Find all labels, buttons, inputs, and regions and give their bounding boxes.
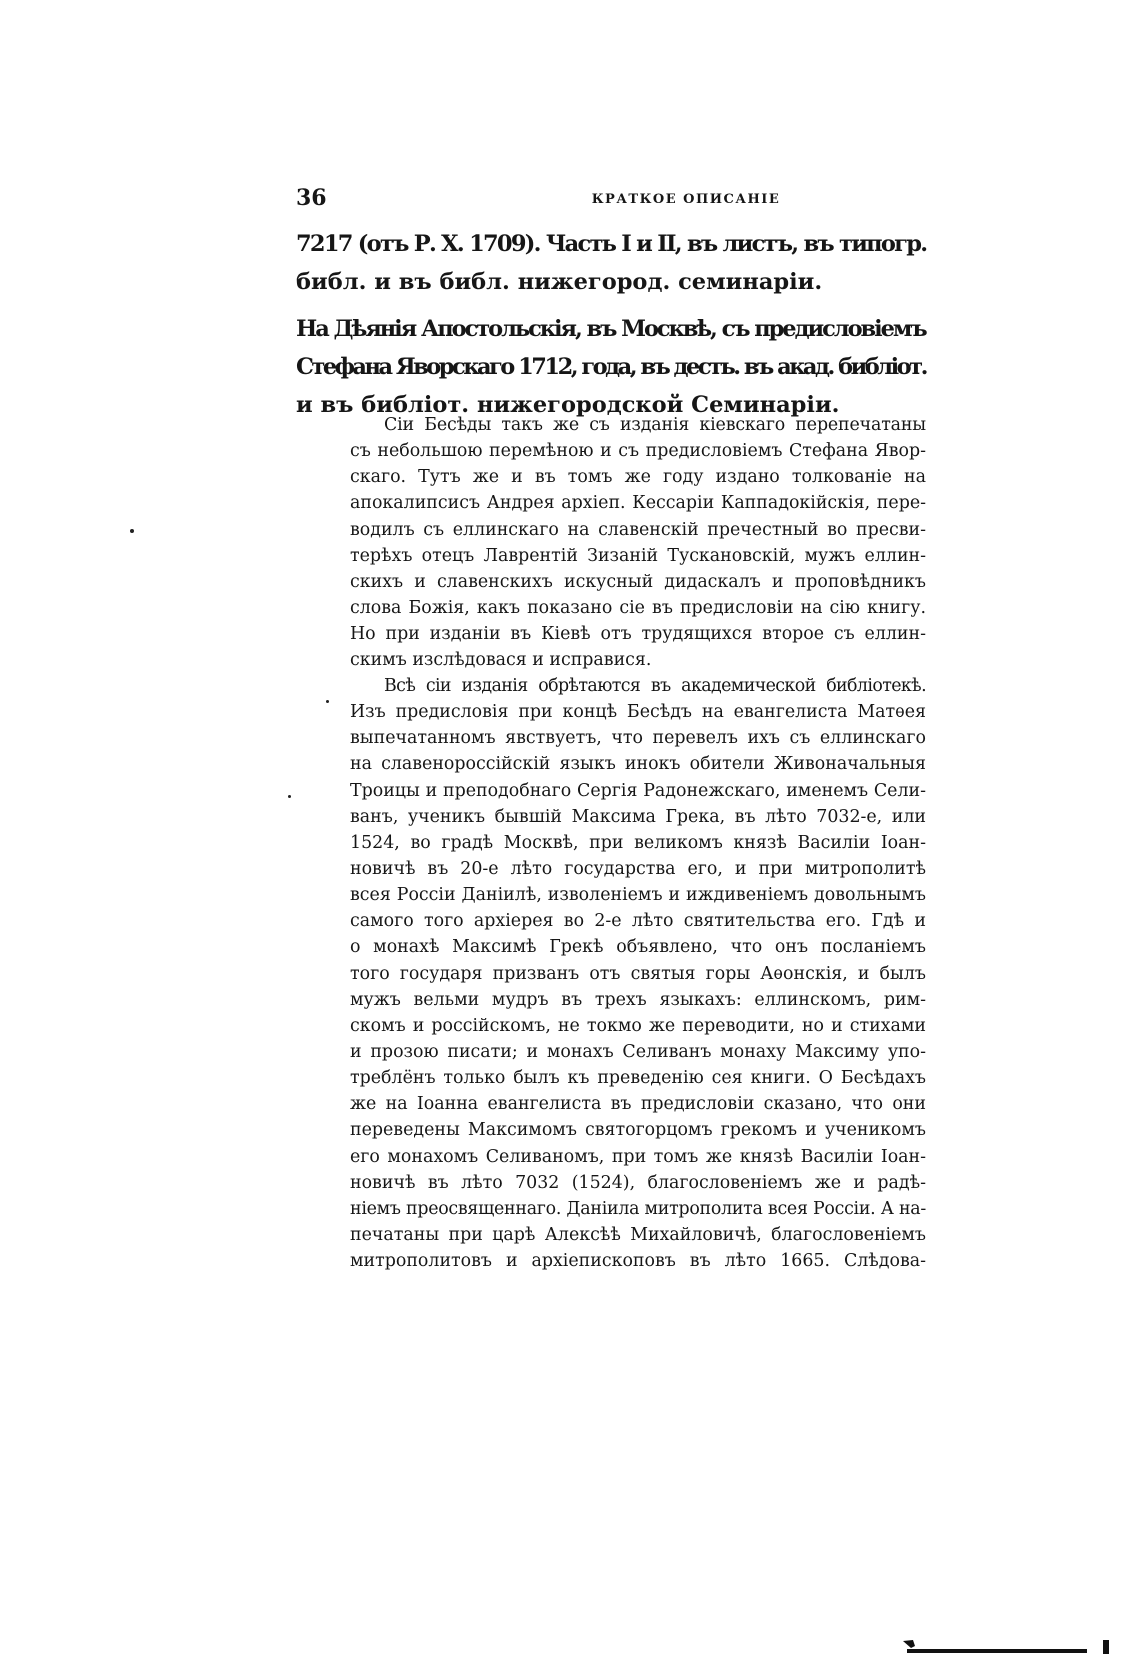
text-line: выпечатанномъ явствуетъ, что перевелъ ихъ съ еллинскаго bbox=[350, 728, 926, 749]
text-line: печатаны при царѣ Алексѣѣ Михайловичѣ, благословеніемъ bbox=[350, 1224, 926, 1245]
text-line: же на Іоанна евангелиста въ предисловіи сказано, что они bbox=[350, 1094, 926, 1115]
text-line: водилъ съ еллинскаго на славенскій пречестный во пресви- bbox=[350, 519, 926, 540]
text-line: всея Россіи Даніилѣ, изволеніемъ и иждивеніемъ довольнымъ bbox=[350, 885, 926, 906]
text-line: новичѣ въ лѣто 7032 (1524), благословеніемъ же и радѣ- bbox=[350, 1172, 926, 1193]
text-line: скимъ изслѣдовася и исправися. bbox=[350, 650, 652, 671]
text-line: На Дѣянія Апостольскія, въ Москвѣ, съ предисловіемъ bbox=[296, 316, 926, 342]
text-line: скаго. Тутъ же и въ томъ же году издано толкованіе на bbox=[350, 467, 926, 488]
page-number: 36 bbox=[296, 185, 327, 211]
note-paragraph-1 bbox=[350, 412, 926, 673]
running-title: КРАТКОЕ ОПИСАНІЕ bbox=[591, 192, 781, 207]
page-header bbox=[296, 183, 926, 213]
text-line: и въ библіот. нижегородской Семинаріи. bbox=[296, 392, 840, 418]
text-line: мужъ вельми мудръ въ трехъ языкахъ: еллинскомъ, рим- bbox=[350, 989, 926, 1010]
text-line: слова Божія, какъ показано сіе въ предисловіи на сію книгу. bbox=[350, 597, 926, 618]
text-line: терѣхъ отецъ Лаврентій Зизаній Тускановскій, мужъ еллин- bbox=[350, 545, 926, 566]
entry-acts-of-apostles bbox=[296, 310, 926, 424]
text-line: Изъ предисловія при концѣ Бесѣдъ на евангелиста Матѳея bbox=[350, 702, 926, 723]
text-line: его монахомъ Селиваномъ, при томъ же князѣ Василіи Іоан- bbox=[350, 1146, 926, 1167]
text-line: самого того архіерея во 2-е лѣто святительства его. Гдѣ и bbox=[350, 911, 926, 932]
text-line: треблёнъ только былъ къ преведенію сея книги. О Бесѣдахъ bbox=[350, 1068, 926, 1089]
text-line: того государя призванъ отъ святыя горы Аѳонскія, и былъ bbox=[350, 963, 926, 984]
text-line: на славенороссійскій языкъ инокъ обители Живоначальныя bbox=[350, 754, 926, 775]
text-line: о монахѣ Максимѣ Грекѣ объявлено, что онъ посланіемъ bbox=[350, 937, 926, 958]
text-line: Сіи Бесѣды такъ же съ изданія кіевскаго перепечатаны bbox=[384, 415, 926, 435]
scan-speck bbox=[288, 795, 291, 798]
scan-speck bbox=[130, 529, 134, 533]
text-line: 1524, во градѣ Москвѣ, при великомъ князѣ Василіи Іоан- bbox=[350, 832, 926, 853]
text-line: и прозою писати; и монахъ Селиванъ монаху Максиму упо- bbox=[350, 1041, 926, 1062]
text-line: Всѣ сіи изданія обрѣтаются въ академической библіотекѣ. bbox=[384, 676, 926, 696]
text-line: Троицы и преподобнаго Сергія Радонежскаго, именемъ Сели- bbox=[350, 780, 926, 801]
text-line: Стефана Яворскаго 1712, года, въ десть. въ акад. библіот. bbox=[296, 354, 926, 380]
entry-typography-1709 bbox=[296, 225, 926, 301]
text-line: ніемъ преосвященнаго. Даніила митрополита всея Россіи. А на- bbox=[350, 1198, 926, 1219]
scan-speck bbox=[326, 700, 329, 703]
text-line: переведены Максимомъ святогорцомъ грекомъ и ученикомъ bbox=[350, 1120, 926, 1141]
scan-edge-mark bbox=[903, 1640, 1113, 1654]
text-line: ванъ, ученикъ бывшій Максима Грека, въ лѣто 7032-е, или bbox=[350, 806, 926, 827]
note-paragraph-2 bbox=[350, 673, 926, 1274]
text-line: митрополитовъ и архіепископовъ въ лѣто 1665. Слѣдова- bbox=[350, 1251, 926, 1272]
text-line: съ небольшою перемѣною и съ предисловіемъ Стефана Явор- bbox=[350, 441, 926, 462]
text-line: апокалипсисъ Андрея архіеп. Кессаріи Каппадокійскія, пере- bbox=[350, 493, 926, 514]
text-line: Но при изданіи въ Кіевѣ отъ трудящихся второе съ еллин- bbox=[350, 624, 926, 645]
text-line: скихъ и славенскихъ искусный дидаскалъ и проповѣдникъ bbox=[350, 571, 926, 592]
text-line: новичѣ въ 20-е лѣто государства его, и при митрополитѣ bbox=[350, 858, 926, 879]
text-line: скомъ и россійскомъ, не токмо же переводити, но и стихами bbox=[350, 1015, 926, 1036]
text-line: библ. и въ библ. нижегород. семинаріи. bbox=[296, 269, 823, 295]
text-line: 7217 (отъ Р. Х. 1709). Часть I и II, въ листъ, въ типогр. bbox=[296, 231, 927, 257]
